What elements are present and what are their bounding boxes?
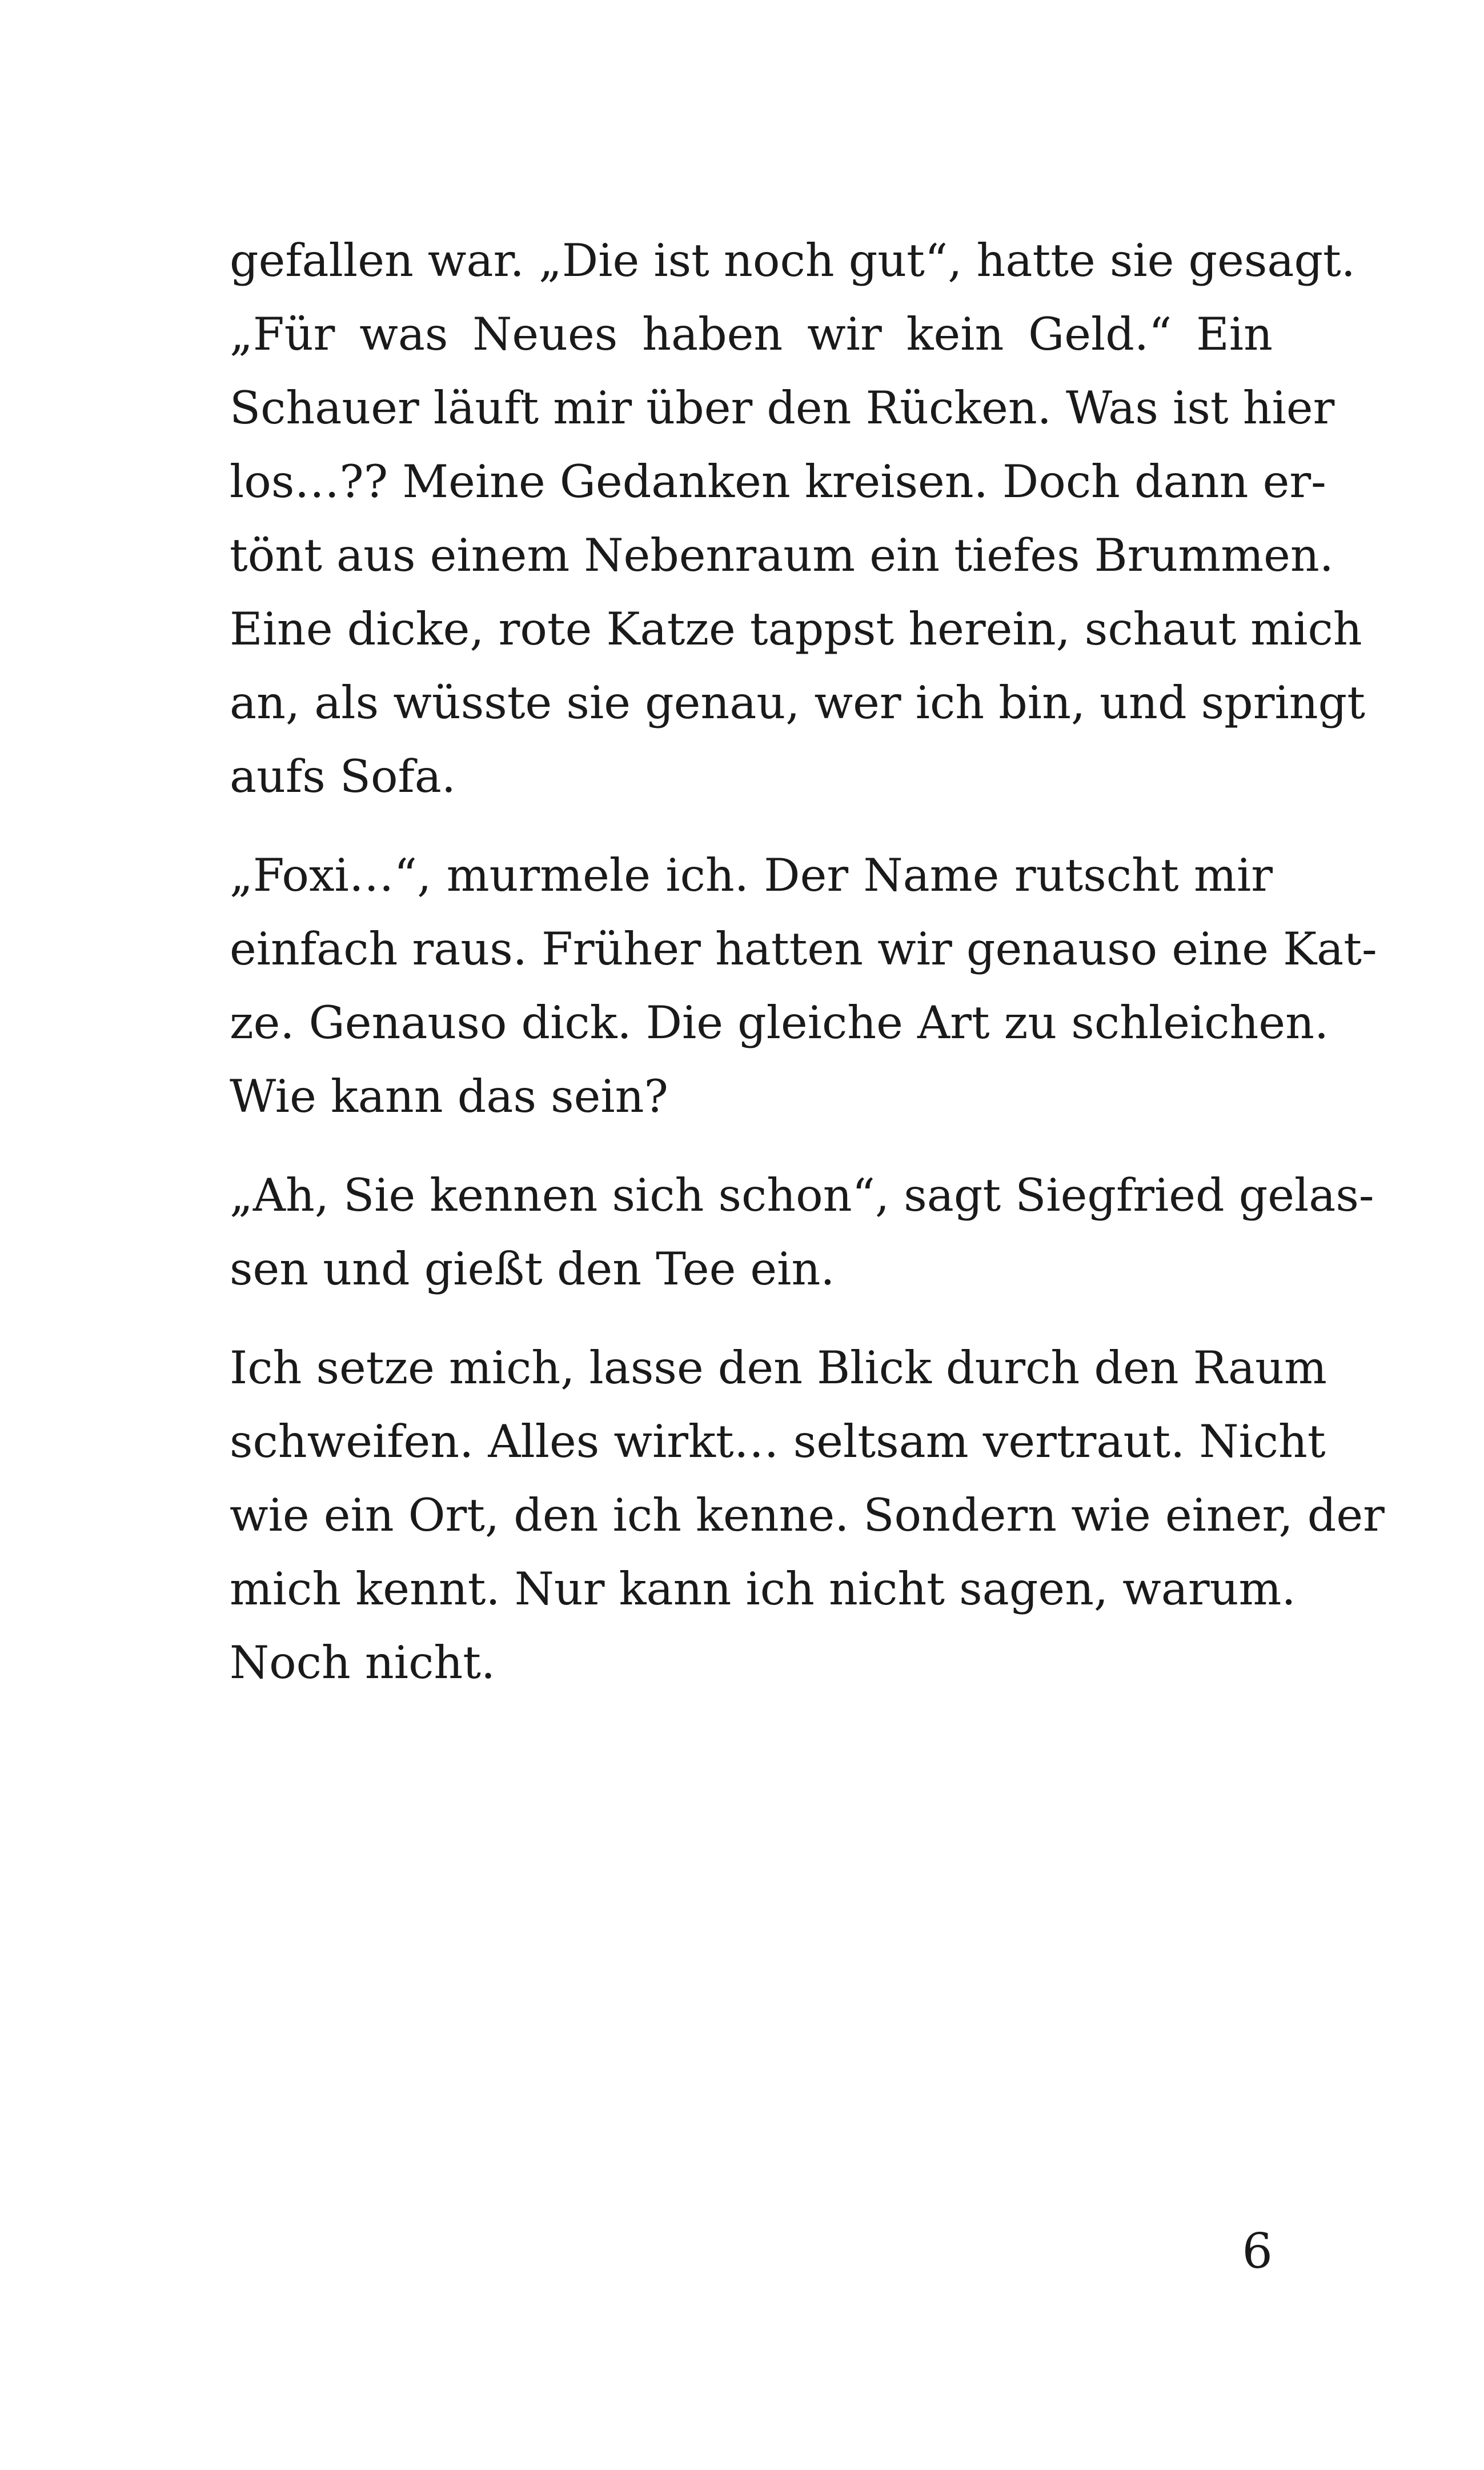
- text-line: mich kennt. Nur kann ich nicht sagen, warum.: [230, 1563, 1296, 1615]
- text-line: los…?? Meine Gedanken kreisen. Doch dann er-: [230, 455, 1326, 508]
- text-line: tönt aus einem Nebenraum ein tiefes Brummen.: [230, 529, 1334, 582]
- text-line: wie ein Ort, den ich kenne. Sondern wie einer, der: [230, 1489, 1385, 1542]
- text-line: „Foxi…“, murmele ich. Der Name rutscht mir: [230, 849, 1273, 902]
- text-line: Noch nicht.: [230, 1636, 496, 1689]
- paragraph: [230, 224, 1365, 814]
- text-line: aufs Sofa.: [230, 750, 456, 803]
- text-line: Ich setze mich, lasse den Blick durch den Raum: [230, 1342, 1327, 1394]
- body-text: [230, 224, 1385, 1725]
- paragraph: [230, 839, 1377, 1134]
- text-line: Eine dicke, rote Katze tappst herein, schaut mich: [230, 603, 1362, 655]
- paragraph: [230, 1159, 1374, 1306]
- text-line: an, als wüsste sie genau, wer ich bin, und springt: [230, 676, 1365, 729]
- text-line: einfach raus. Früher hatten wir genauso eine Kat-: [230, 923, 1377, 975]
- text-line: Schauer läuft mir über den Rücken. Was ist hier: [230, 382, 1335, 434]
- text-line: schweifen. Alles wirkt… seltsam vertraut. Nicht: [230, 1415, 1326, 1468]
- text-line: „Ah, Sie kennen sich schon“, sagt Siegfried gelas-: [230, 1169, 1374, 1222]
- text-line: ze. Genauso dick. Die gleiche Art zu schleichen.: [230, 996, 1329, 1049]
- paragraph: [230, 1331, 1385, 1700]
- page-number: 6: [1242, 2223, 1273, 2279]
- text-line: „Für was Neues haben wir kein Geld.“ Ein: [230, 308, 1273, 361]
- text-line: Wie kann das sein?: [230, 1070, 668, 1123]
- text-line: gefallen war. „Die ist noch gut“, hatte sie gesagt.: [230, 234, 1355, 287]
- text-line: sen und gießt den Tee ein.: [230, 1243, 835, 1295]
